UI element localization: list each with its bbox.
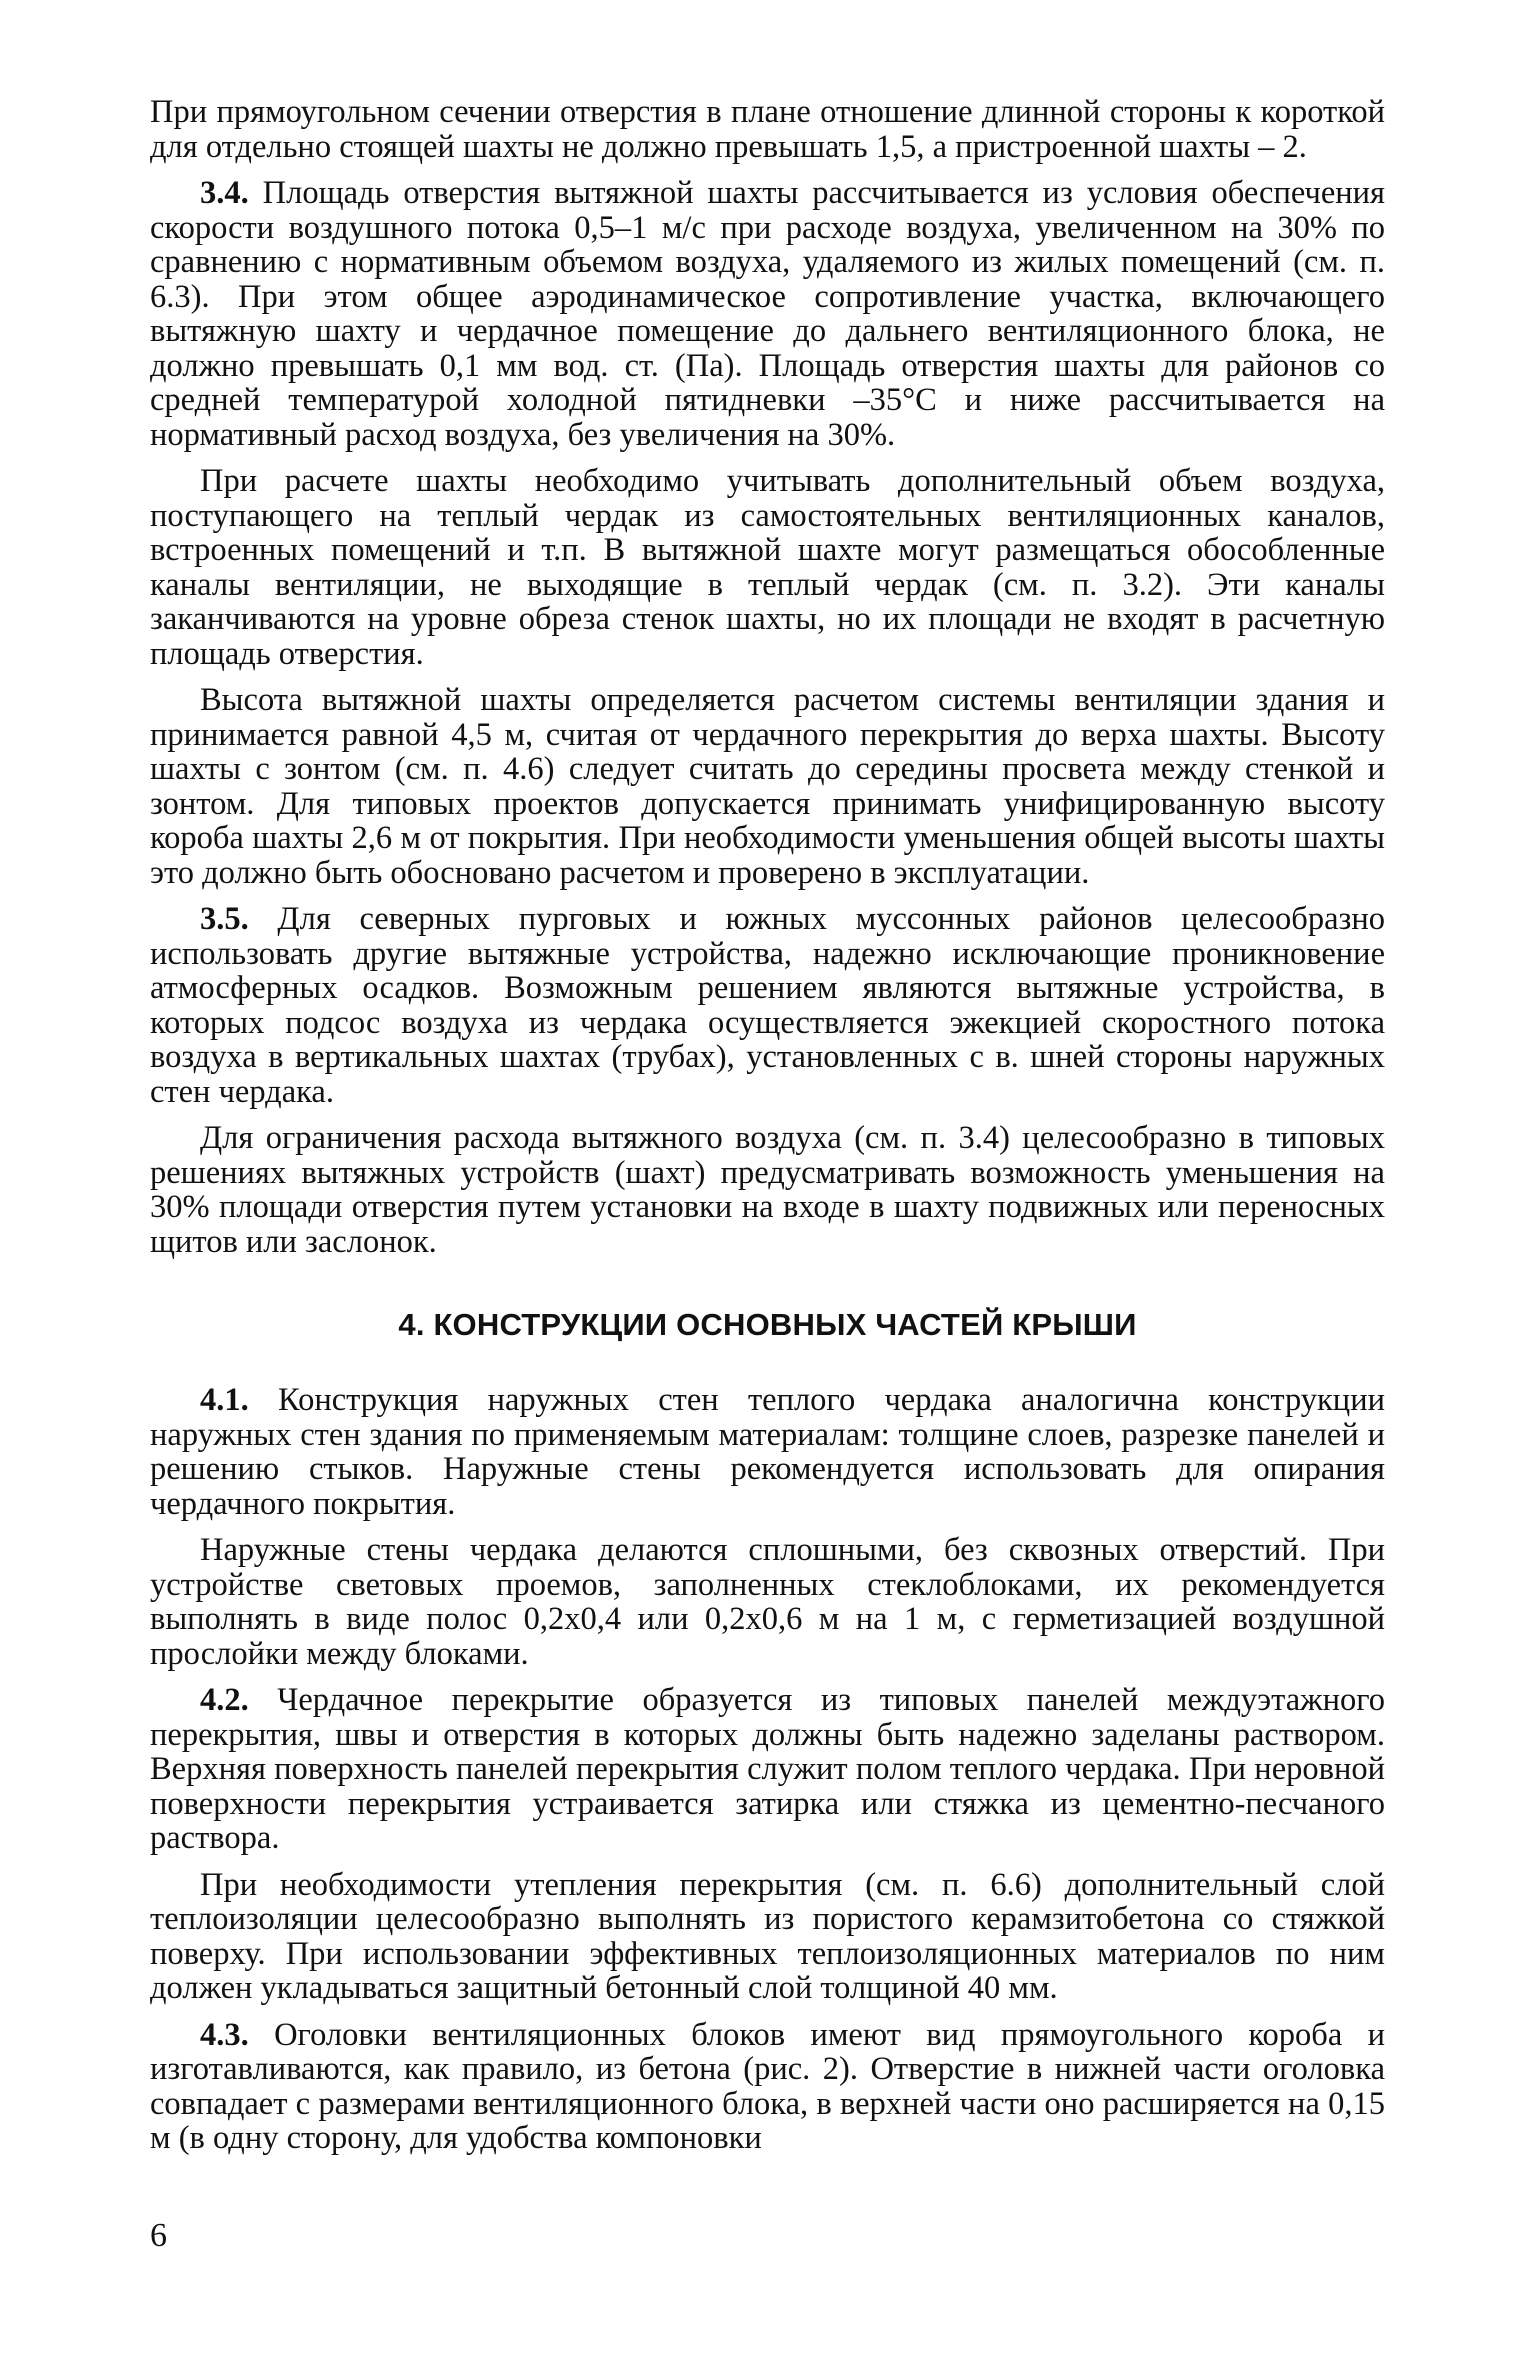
paragraph-text: Для ограничения расхода вытяжного воздуха (см. п. 3.4) целесообразно в типовых решениях вытяжных устройств (шахт) предусматривать возможность уменьшения на 30% площади отверстия путем установки на входе в шахту подвижных или переносных щитов или заслонок. xyxy=(150,1120,1385,1260)
paragraph-text: Высота вытяжной шахты определяется расчетом системы вентиляции здания и принимается равной 4,5 м, считая от чердачного перекрытия до верха шахты. Высоту шахты с зонтом (см. п. 4.6) следует считать до середины просвета между стенкой и зонтом. Для типовых проектов допускается принимать унифицированную высоту короба шахты 2,6 м от покрытия. При необходимости уменьшения общей высоты шахты это должно быть обосновано расчетом и проверено в эксплуатации. xyxy=(150,682,1385,891)
clause-number: 3.4. xyxy=(200,175,249,211)
paragraph-text: При необходимости утепления перекрытия (см. п. 6.6) дополнительный слой теплоизоляции целесообразно выполнять из пористого керамзитобетона со стяжкой поверху. При использовании эффективных теплоизоляционных материалов по ним должен укладываться защитный бетонный слой толщиной 40 мм. xyxy=(150,1866,1385,2006)
paragraph-text: Площадь отверстия вытяжной шахты рассчитывается из условия обеспечения скорости воздушного потока 0,5–1 м/с при расходе воздуха, увеличенном на 30% по сравнению с нормативным объемом воздуха, удаляемого из жилых помещений (см. п. 6.3). При этом общее аэродинамическое сопротивление участка, включающего вытяжную шахту и чердачное помещение до дальнего вентиляционного блока, не должно превышать 0,1 мм вод. ст. (Па). Площадь отверстия шахты для районов со средней температурой холодной пятидневки –35°С и ниже рассчитывается на нормативный расход воздуха, без увеличения на 30%. xyxy=(150,175,1385,453)
paragraph-shaft-section-ratio xyxy=(150,95,1385,164)
paragraph-3-5 xyxy=(150,902,1385,1109)
section-heading: 4. КОНСТРУКЦИИ ОСНОВНЫХ ЧАСТЕЙ КРЫШИ xyxy=(398,1307,1137,1342)
paragraph-text: Оголовки вентиляционных блоков имеют вид прямоугольного короба и изготавливаются, как правило, из бетона (рис. 2). Отверстие в нижней части оголовка совпадает с размерами вентиляционного блока, в верхней части оно расширяется на 0,15 м (в одну сторону, для удобства компоновки xyxy=(150,2016,1385,2156)
clause-number: 4.3. xyxy=(200,2016,249,2053)
clause-number: 4.2. xyxy=(200,1682,249,1718)
page-body xyxy=(150,95,1385,2168)
paragraph-4-2 xyxy=(150,1683,1385,1856)
paragraph-shaft-height xyxy=(150,683,1385,890)
paragraph-text: Конструкция наружных стен теплого чердака аналогична конструкции наружных стен здания по применяемым материалам: толщине слоев, разрезке панелей и решению стыков. Наружные стены рекомендуется использовать для опирания чердачного покрытия. xyxy=(150,1382,1385,1522)
paragraph-shaft-calculation xyxy=(150,464,1385,671)
paragraph-floor-insulation xyxy=(150,1868,1385,2006)
paragraph-outer-walls xyxy=(150,1533,1385,1671)
paragraph-text: Наружные стены чердака делаются сплошными, без сквозных отверстий. При устройстве световых проемов, заполненных стеклоблоками, их рекомендуется выполнять в виде полос 0,2х0,4 или 0,2х0,6 м на 1 м, с герметизацией воздушной прослойки между блоками. xyxy=(150,1532,1385,1672)
paragraph-4-3 xyxy=(150,2018,1385,2156)
clause-number: 3.5. xyxy=(200,901,249,937)
clause-number: 4.1. xyxy=(200,1382,249,1418)
paragraph-text: Чердачное перекрытие образуется из типовых панелей междуэтажного перекрытия, швы и отверстия в которых должны быть надежно заделаны раствором. Верхняя поверхность панелей перекрытия служит полом теплого чердака. При неровной поверхности перекрытия устраивается затирка или стяжка из цементно-песчаного раствора. xyxy=(150,1682,1385,1856)
paragraph-3-4 xyxy=(150,176,1385,452)
page-number: 6 xyxy=(150,2217,167,2254)
paragraph-text: При прямоугольном сечении отверстия в плане отношение длинной стороны к короткой для отдельно стоящей шахты не должно превышать 1,5, а пристроенной шахты – 2. xyxy=(150,94,1385,165)
paragraph-4-1 xyxy=(150,1383,1385,1521)
paragraph-text: Для северных пурговых и южных муссонных районов целесообразно использовать другие вытяжные устройства, надежно исключающие проникновение атмосферных осадков. Возможным решением являются вытяжные устройства, в которых подсос воздуха из чердака осуществляется эжекцией скоростного потока воздуха в вертикальных шахтах (трубах), установленных с в. шней стороны наружных стен чердака. xyxy=(150,901,1385,1110)
paragraph-exhaust-limit xyxy=(150,1121,1385,1259)
paragraph-text: При расчете шахты необходимо учитывать дополнительный объем воздуха, поступающего на теплый чердак из самостоятельных вентиляционных каналов, встроенных помещений и т.п. В вытяжной шахте могут размещаться обособленные каналы вентиляции, не выходящие в теплый чердак (см. п. 3.2). Эти каналы заканчиваются на уровне обреза стенок шахты, но их площади не входят в расчетную площадь отверстия. xyxy=(150,463,1385,672)
